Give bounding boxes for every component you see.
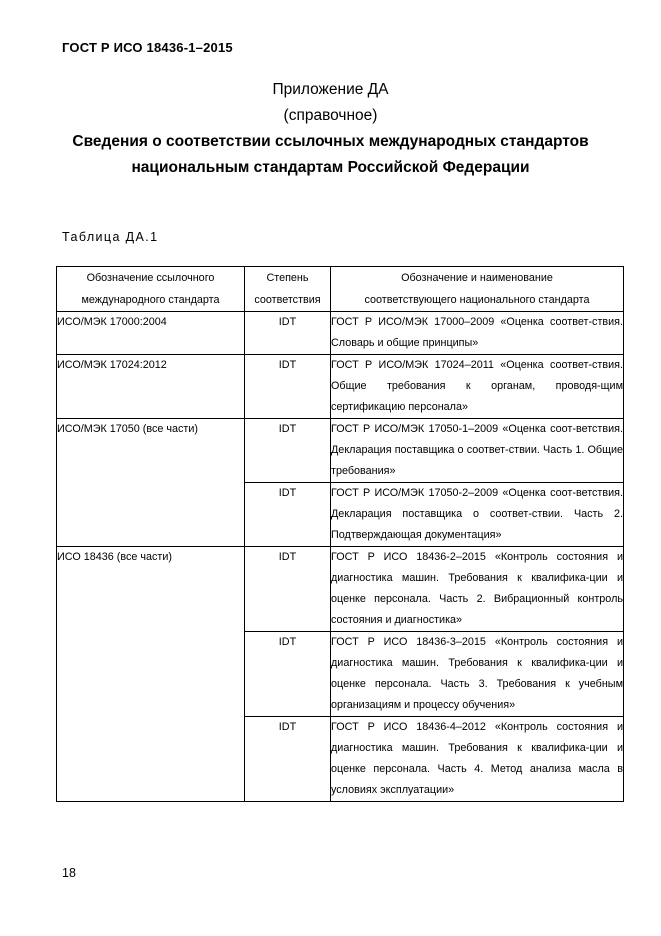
cell-national-standard: ГОСТ Р ИСО/МЭК 17050-1–2009 «Оценка соот-ветствия. Декларация поставщика о соответ-ствии. Часть 1. Общие требования»: [331, 419, 624, 483]
cell-degree: IDT: [245, 483, 331, 547]
cell-national-standard: ГОСТ Р ИСО/МЭК 17024–2011 «Оценка соответ-ствия. Общие требования к органам, проводя-щим сертификацию персонала»: [331, 355, 624, 419]
cell-intl-standard: ИСО/МЭК 17000:2004: [57, 312, 245, 355]
cell-degree: IDT: [245, 632, 331, 717]
cell-degree: IDT: [245, 419, 331, 483]
table-row: [57, 312, 624, 355]
header-national-line2: соответствующего национального стандарта: [364, 294, 590, 306]
header-national-line1: Обозначение и наименование: [401, 272, 553, 284]
header-degree: [245, 267, 331, 312]
appendix-subtitle: (справочное): [283, 107, 378, 124]
appendix-heading-line1: Сведения о соответствии ссылочных международных стандартов: [72, 133, 589, 150]
table-row: [57, 419, 624, 483]
table-row: [57, 547, 624, 632]
cell-national-standard: ГОСТ Р ИСО/МЭК 17050-2–2009 «Оценка соот-ветствия. Декларация поставщика о соответ-ствии. Часть 2. Подтверждающая документация»: [331, 483, 624, 547]
cell-intl-standard: ИСО/МЭК 17050 (все части): [57, 419, 245, 547]
cell-national-standard: ГОСТ Р ИСО/МЭК 17000–2009 «Оценка соответ-ствия. Словарь и общие принципы»: [331, 312, 624, 355]
cell-degree: IDT: [245, 547, 331, 632]
cell-degree: IDT: [245, 312, 331, 355]
header-intl-line2: международного стандарта: [81, 294, 220, 306]
table-row: [57, 355, 624, 419]
cell-intl-standard: ИСО/МЭК 17024:2012: [57, 355, 245, 419]
header-degree-line2: соответствия: [254, 294, 321, 306]
cell-national-standard: ГОСТ Р ИСО 18436-4–2012 «Контроль состояния и диагностика машин. Требования к квалифика-ции и оценке персонала. Часть 4. Метод анализа масла в условиях эксплуатации»: [331, 717, 624, 802]
cell-national-standard: ГОСТ Р ИСО 18436-3–2015 «Контроль состояния и диагностика машин. Требования к квалифика-ции и оценке персонала. Часть 3. Требования к учебным организациям и процессу обучения»: [331, 632, 624, 717]
document-header: ГОСТ Р ИСО 18436-1–2015: [62, 40, 233, 55]
page-number: 18: [62, 866, 76, 880]
header-national-standard: [331, 267, 624, 312]
appendix-title: Приложение ДА: [272, 81, 389, 98]
correspondence-table: [56, 266, 624, 802]
header-degree-line1: Степень: [266, 272, 309, 284]
header-intl-standard: [57, 267, 245, 312]
header-intl-line1: Обозначение ссылочного: [86, 272, 215, 284]
cell-degree: IDT: [245, 717, 331, 802]
appendix-heading-line2: национальным стандартам Российской Федерации: [131, 159, 530, 176]
cell-intl-standard: ИСО 18436 (все части): [57, 547, 245, 802]
table-label: Таблица ДА.1: [62, 230, 159, 244]
cell-national-standard: ГОСТ Р ИСО 18436-2–2015 «Контроль состояния и диагностика машин. Требования к квалифика-ции и оценке персонала. Часть 2. Вибрационный контроль состояния и диагностика»: [331, 547, 624, 632]
table-header-row: [57, 267, 624, 312]
cell-degree: IDT: [245, 355, 331, 419]
